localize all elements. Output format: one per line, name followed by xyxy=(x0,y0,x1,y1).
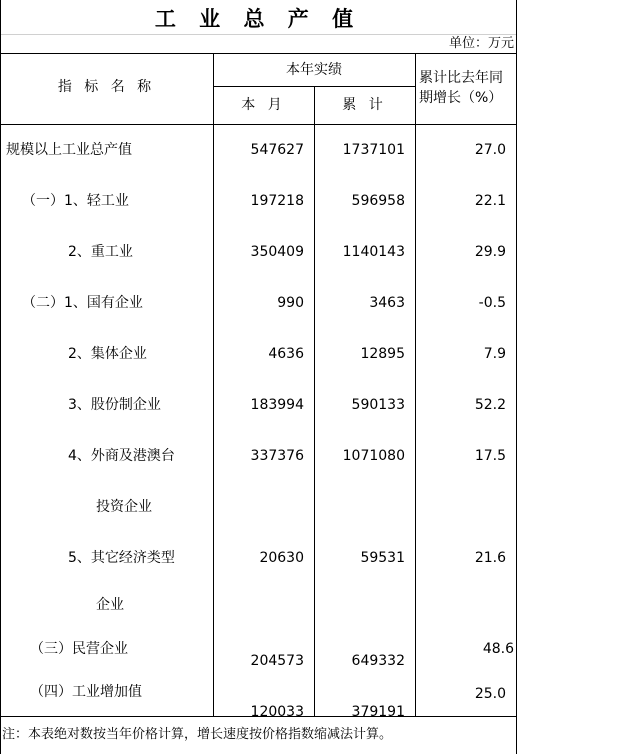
row-label: （二）1、国有企业 xyxy=(22,295,143,311)
row-month-value: 4636 xyxy=(268,346,304,362)
row-cumulative-value: 379191 xyxy=(351,704,405,720)
row-cumulative-value: 596958 xyxy=(351,193,405,209)
row-month-value: 183994 xyxy=(250,397,304,413)
row-label: （三）民营企业 xyxy=(30,641,128,657)
row-cumulative-value: 1071080 xyxy=(342,448,405,464)
row-growth-value: -0.5 xyxy=(478,295,506,311)
unit-label: 单位：万元 xyxy=(448,36,514,51)
row-cumulative-value: 12895 xyxy=(360,346,405,362)
row-label: 3、股份制企业 xyxy=(68,397,161,413)
row-growth-value: 52.2 xyxy=(474,397,506,413)
row-label: （四）工业增加值 xyxy=(30,684,142,700)
right-border xyxy=(516,0,517,754)
row-label: 4、外商及港澳台 xyxy=(68,448,175,464)
row-month-value: 547627 xyxy=(250,142,304,158)
row-label: 5、其它经济类型 xyxy=(68,550,175,566)
header-growth-line1: 累计比去年同 xyxy=(419,70,503,86)
row-cumulative-value: 3463 xyxy=(369,295,405,311)
row-label: 规模以上工业总产值 xyxy=(6,142,132,158)
row-month-value: 204573 xyxy=(250,653,304,669)
header-indicator: 指 标 名 称 xyxy=(57,79,156,95)
row-cumulative-value: 649332 xyxy=(351,653,405,669)
row-month-value: 120033 xyxy=(250,704,304,720)
row-month-value: 197218 xyxy=(250,193,304,209)
row-month-value: 990 xyxy=(277,295,304,311)
row-growth-value: 25.0 xyxy=(474,686,506,702)
header-bottom-border xyxy=(0,124,516,125)
row-label: 2、重工业 xyxy=(68,244,133,260)
row-label: 企业 xyxy=(96,597,124,613)
row-cumulative-value: 59531 xyxy=(360,550,405,566)
page-title: 工 业 总 产 值 xyxy=(154,7,362,31)
footnote: 注：本表绝对数按当年价格计算，增长速度按价格指数缩减法计算。 xyxy=(2,727,393,742)
header-growth-line2: 期增长（%） xyxy=(419,90,503,106)
row-cumulative-value: 1140143 xyxy=(342,244,405,260)
header-top-border xyxy=(0,53,516,54)
row-growth-value: 21.6 xyxy=(474,550,506,566)
row-label: 投资企业 xyxy=(96,499,152,515)
row-month-value: 337376 xyxy=(250,448,304,464)
row-cumulative-value: 590133 xyxy=(351,397,405,413)
row-label: （一）1、轻工业 xyxy=(22,193,129,209)
row-month-value: 20630 xyxy=(259,550,304,566)
row-month-value: 350409 xyxy=(250,244,304,260)
left-border xyxy=(0,0,1,754)
row-growth-value: 7.9 xyxy=(483,346,506,362)
row-growth-value: 48.6 xyxy=(482,641,514,657)
title-divider xyxy=(0,34,516,35)
row-cumulative-value: 1737101 xyxy=(342,142,405,158)
row-growth-value: 27.0 xyxy=(474,142,506,158)
header-month: 本 月 xyxy=(241,97,286,113)
row-label: 2、集体企业 xyxy=(68,346,147,362)
row-growth-value: 22.1 xyxy=(474,193,506,209)
header-cumulative: 累 计 xyxy=(342,97,387,113)
header-this-year: 本年实绩 xyxy=(286,62,342,78)
row-growth-value: 17.5 xyxy=(474,448,506,464)
row-growth-value: 29.9 xyxy=(474,244,506,260)
